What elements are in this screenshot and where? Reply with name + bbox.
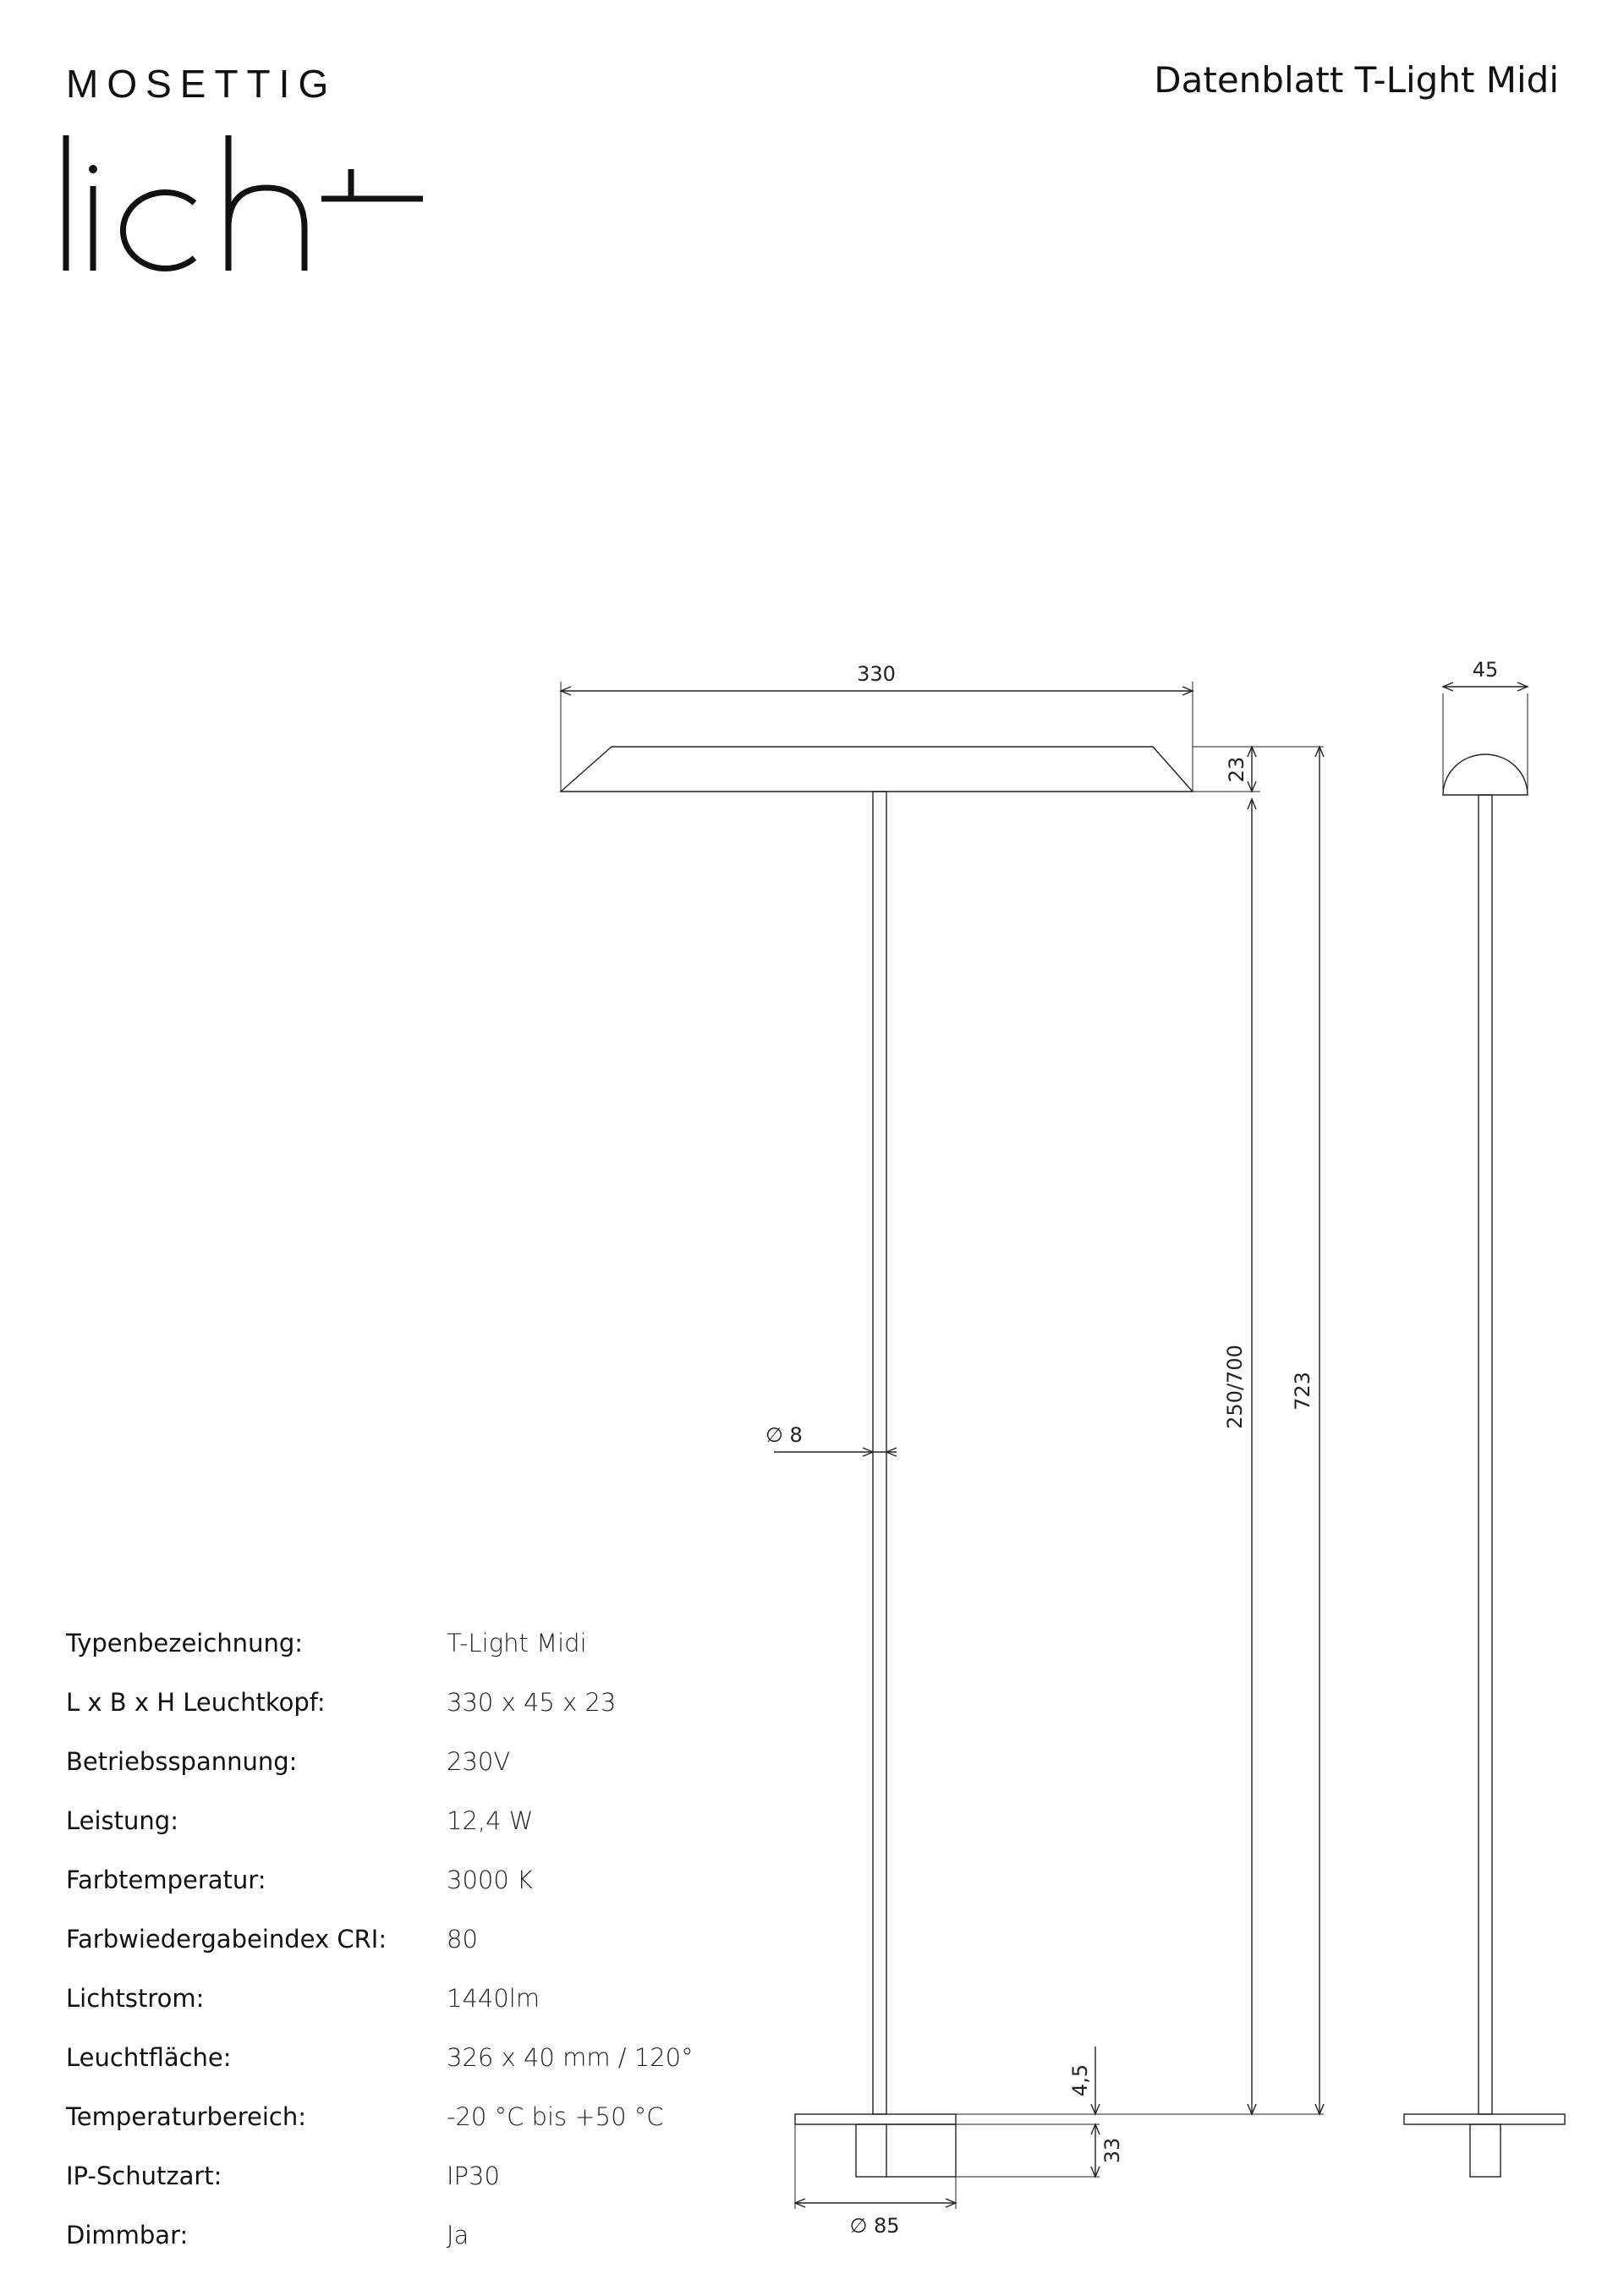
pole-front bbox=[873, 792, 886, 2114]
spec-value: Ja bbox=[447, 2221, 469, 2249]
spec-label: Leuchtfläche: bbox=[66, 2043, 232, 2072]
spec-row bbox=[66, 1688, 743, 1747]
pole-side bbox=[1479, 795, 1492, 2114]
spec-row bbox=[66, 2221, 743, 2280]
base-plate-front bbox=[795, 2114, 956, 2124]
dim-pole-height-label: 250/700 bbox=[1223, 1345, 1247, 1429]
spec-row bbox=[66, 2043, 743, 2102]
spec-value: 326 x 40 mm / 120° bbox=[447, 2043, 694, 2072]
dim-depth-label: 45 bbox=[1472, 658, 1499, 682]
base-foot-front bbox=[856, 2124, 956, 2177]
spec-value: 330 x 45 x 23 bbox=[447, 1688, 617, 1717]
dim-base-diameter-label: ∅ 85 bbox=[849, 2214, 900, 2238]
spec-table bbox=[66, 1629, 743, 2280]
spec-label: Farbtemperatur: bbox=[66, 1866, 266, 1894]
spec-label: Farbwiedergabeindex CRI: bbox=[66, 1925, 387, 1954]
dim-pole-diameter-label: ∅ 8 bbox=[765, 1423, 803, 1447]
dim-base-height-label: 33 bbox=[1100, 2137, 1124, 2164]
base-foot-side bbox=[1470, 2124, 1501, 2177]
base-plate-side bbox=[1404, 2114, 1565, 2124]
spec-label: Typenbezeichnung: bbox=[66, 1629, 304, 1658]
spec-row bbox=[66, 1984, 743, 2043]
spec-row bbox=[66, 1747, 743, 1806]
spec-value: 80 bbox=[447, 1925, 478, 1954]
dim-head-height-label: 23 bbox=[1225, 756, 1248, 783]
dim-width-label: 330 bbox=[857, 662, 896, 686]
spec-row bbox=[66, 2102, 743, 2162]
spec-row bbox=[66, 2162, 743, 2221]
spec-label: Temperaturbereich: bbox=[66, 2102, 307, 2131]
spec-value: 1440lm bbox=[447, 1984, 540, 2013]
spec-value: T-Light Midi bbox=[447, 1629, 587, 1658]
spec-row bbox=[66, 1866, 743, 1925]
spec-value: -20 °C bis +50 °C bbox=[447, 2102, 664, 2131]
spec-label: L x B x H Leuchtkopf: bbox=[66, 1688, 326, 1717]
dim-base-plate-label: 4,5 bbox=[1068, 2063, 1092, 2097]
spec-label: Betriebsspannung: bbox=[66, 1747, 298, 1776]
spec-value: 3000 K bbox=[447, 1866, 534, 1894]
document-title: Datenblatt T-Light Midi bbox=[1154, 59, 1559, 101]
spec-label: IP-Schutzart: bbox=[66, 2162, 222, 2190]
spec-row bbox=[66, 1629, 743, 1688]
spec-row bbox=[66, 1806, 743, 1866]
brand-name: MOSETTIG bbox=[66, 62, 337, 106]
spec-value: 230V bbox=[447, 1747, 511, 1776]
spec-value: IP30 bbox=[447, 2162, 500, 2190]
dim-total-height-label: 723 bbox=[1291, 1372, 1314, 1411]
spec-value: 12,4 W bbox=[447, 1806, 534, 1835]
lamp-head-side bbox=[1443, 754, 1528, 795]
spec-label: Leistung: bbox=[66, 1806, 178, 1835]
spec-label: Lichtstrom: bbox=[66, 1984, 205, 2013]
lamp-head-front bbox=[561, 747, 1193, 792]
spec-row bbox=[66, 1925, 743, 1984]
spec-label: Dimmbar: bbox=[66, 2221, 189, 2249]
